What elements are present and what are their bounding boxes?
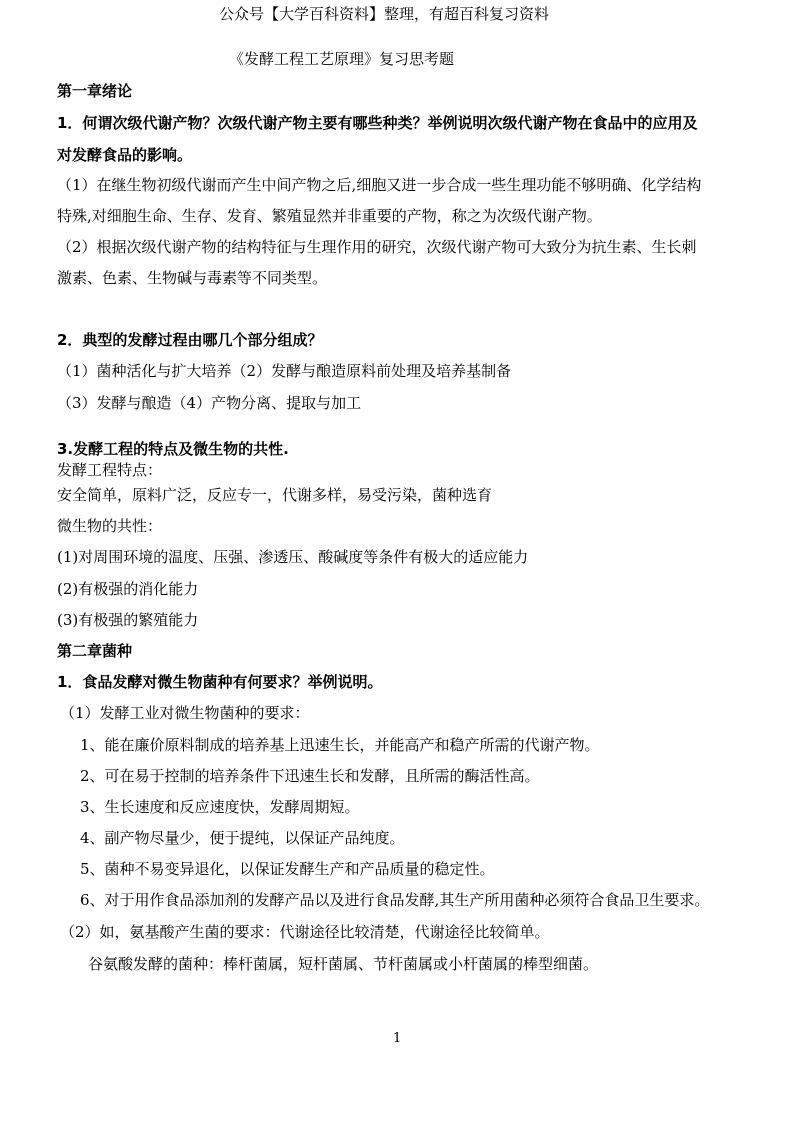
ch1-q2-question: 2．典型的发酵过程由哪几个部分组成？ <box>57 331 323 349</box>
ch2-q1-item: 5、菌种不易变异退化，以保证发酵生产和产品质量的稳定性。 <box>80 860 495 878</box>
ch2-q1-example: 谷氨酸发酵的菌种：棒杆菌属，短杆菌属、节杆菌属或小杆菌属的棒型细菌。 <box>88 955 599 973</box>
ch2-q1-sub2: （2）如，氨基酸产生菌的要求：代谢途径比较清楚，代谢途径比较简单。 <box>60 923 550 941</box>
ch1-q3-features-label: 发酵工程特点： <box>57 461 163 479</box>
chapter2-heading: 第二章菌种 <box>57 642 133 660</box>
ch1-q3-question: 3.发酵工程的特点及微生物的共性. <box>57 440 289 458</box>
ch1-q3-common-item: (3)有极强的繁殖能力 <box>57 611 199 629</box>
ch1-q1-answer: （1）在继生物初级代谢而产生中间产物之后,细胞又进一步合成一些生理功能不够明确、化学结构 <box>57 176 702 194</box>
ch2-q1-item: 3、生长速度和反应速度快，发酵周期短。 <box>80 798 360 816</box>
chapter1-heading: 第一章绪论 <box>57 82 133 100</box>
ch2-q1-item: 4、副产物尽量少，便于提纯，以保证产品纯度。 <box>80 829 405 847</box>
ch2-q1-item: 2、可在易于控制的培养条件下迅速生长和发酵，且所需的酶活性高。 <box>80 767 540 785</box>
page-header: 公众号【大学百科资料】整理，有超百科复习资料 <box>219 5 550 23</box>
ch1-q3-common-label: 微生物的共性： <box>57 517 163 535</box>
document-title: 《发酵工程工艺原理》复习思考题 <box>229 50 455 68</box>
ch1-q1-answer: 激素、色素、生物碱与毒素等不同类型。 <box>57 269 328 287</box>
ch1-q3-common-item: (1)对周围环境的温度、压强、渗透压、酸碱度等条件有极大的适应能力 <box>57 548 529 566</box>
ch1-q1-question: 对发酵食品的影响。 <box>57 146 193 164</box>
ch1-q3-features: 安全简单，原料广泛，反应专一，代谢多样，易受污染，菌种选育 <box>57 486 493 504</box>
ch2-q1-item: 6、对于用作食品添加剂的发酵产品以及进行食品发酵,其生产所用菌种必须符合食品卫生要求。 <box>80 891 710 909</box>
ch2-q1-question: 1．食品发酵对微生物菌种有何要求？举例说明。 <box>57 673 383 691</box>
ch1-q1-answer: 特殊,对细胞生命、生存、发育、繁殖显然并非重要的产物，称之为次级代谢产物。 <box>57 207 602 225</box>
ch1-q2-answer: （3）发酵与酿造（4）产物分离、提取与加工 <box>57 394 362 412</box>
page-number: 1 <box>393 1031 402 1046</box>
ch2-q1-item: 1、能在廉价原料制成的培养基上迅速生长，并能高产和稳产所需的代谢产物。 <box>80 736 600 754</box>
ch1-q2-answer: （1）菌种活化与扩大培养（2）发酵与酿造原料前处理及培养基制备 <box>57 362 512 380</box>
ch1-q3-common-item: (2)有极强的消化能力 <box>57 580 199 598</box>
ch2-q1-sub1: （1）发酵工业对微生物菌种的要求： <box>60 704 310 722</box>
ch1-q1-answer: （2）根据次级代谢产物的结构特征与生理作用的研究，次级代谢产物可大致分为抗生素、生长刺 <box>57 238 697 256</box>
ch1-q1-question: 1．何谓次级代谢产物？次级代谢产物主要有哪些种类？举例说明次级代谢产物在食品中的应用及 <box>57 114 698 132</box>
